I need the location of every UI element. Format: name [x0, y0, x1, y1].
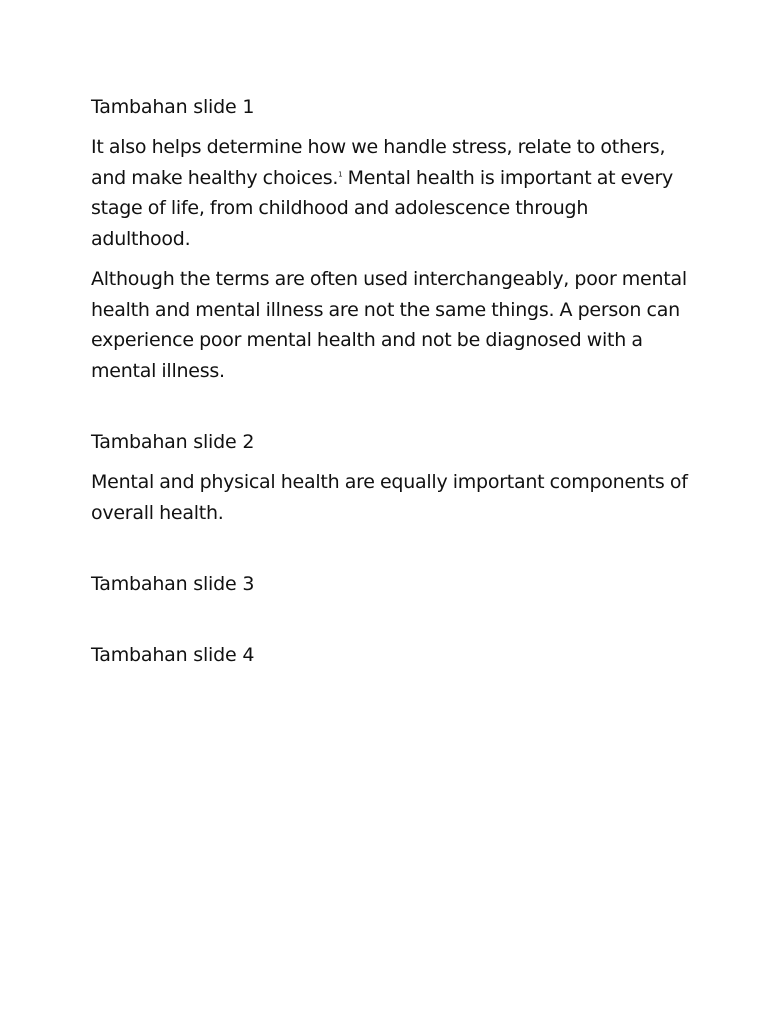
paragraph — [91, 132, 691, 254]
document-page — [91, 92, 691, 680]
section-1 — [91, 92, 691, 386]
paragraph: Mental and physical health are equally important components of overall health. — [91, 471, 688, 524]
section-title: Tambahan slide 3 — [91, 573, 255, 595]
section-spacer — [91, 538, 691, 569]
paragraph-text: It also helps determine how we handle stress, relate to others, and make healthy choices. — [91, 136, 666, 189]
section-title: Tambahan slide 4 — [91, 644, 255, 666]
footnote-marker: 1 — [338, 170, 343, 179]
section-3 — [91, 569, 691, 599]
section-spacer — [91, 396, 691, 427]
section-4 — [91, 640, 691, 670]
section-title: Tambahan slide 1 — [91, 96, 255, 118]
section-title: Tambahan slide 2 — [91, 431, 255, 453]
section-spacer — [91, 609, 691, 640]
paragraph-text: Mental health is important at every stage of life, from childhood and adolescence through adulthood. — [91, 166, 674, 250]
section-2 — [91, 427, 691, 528]
paragraph: Although the terms are often used interchangeably, poor mental health and mental illness are not the same things. A person can experience poor mental health and not be diagnosed with a mental illness. — [91, 268, 687, 382]
